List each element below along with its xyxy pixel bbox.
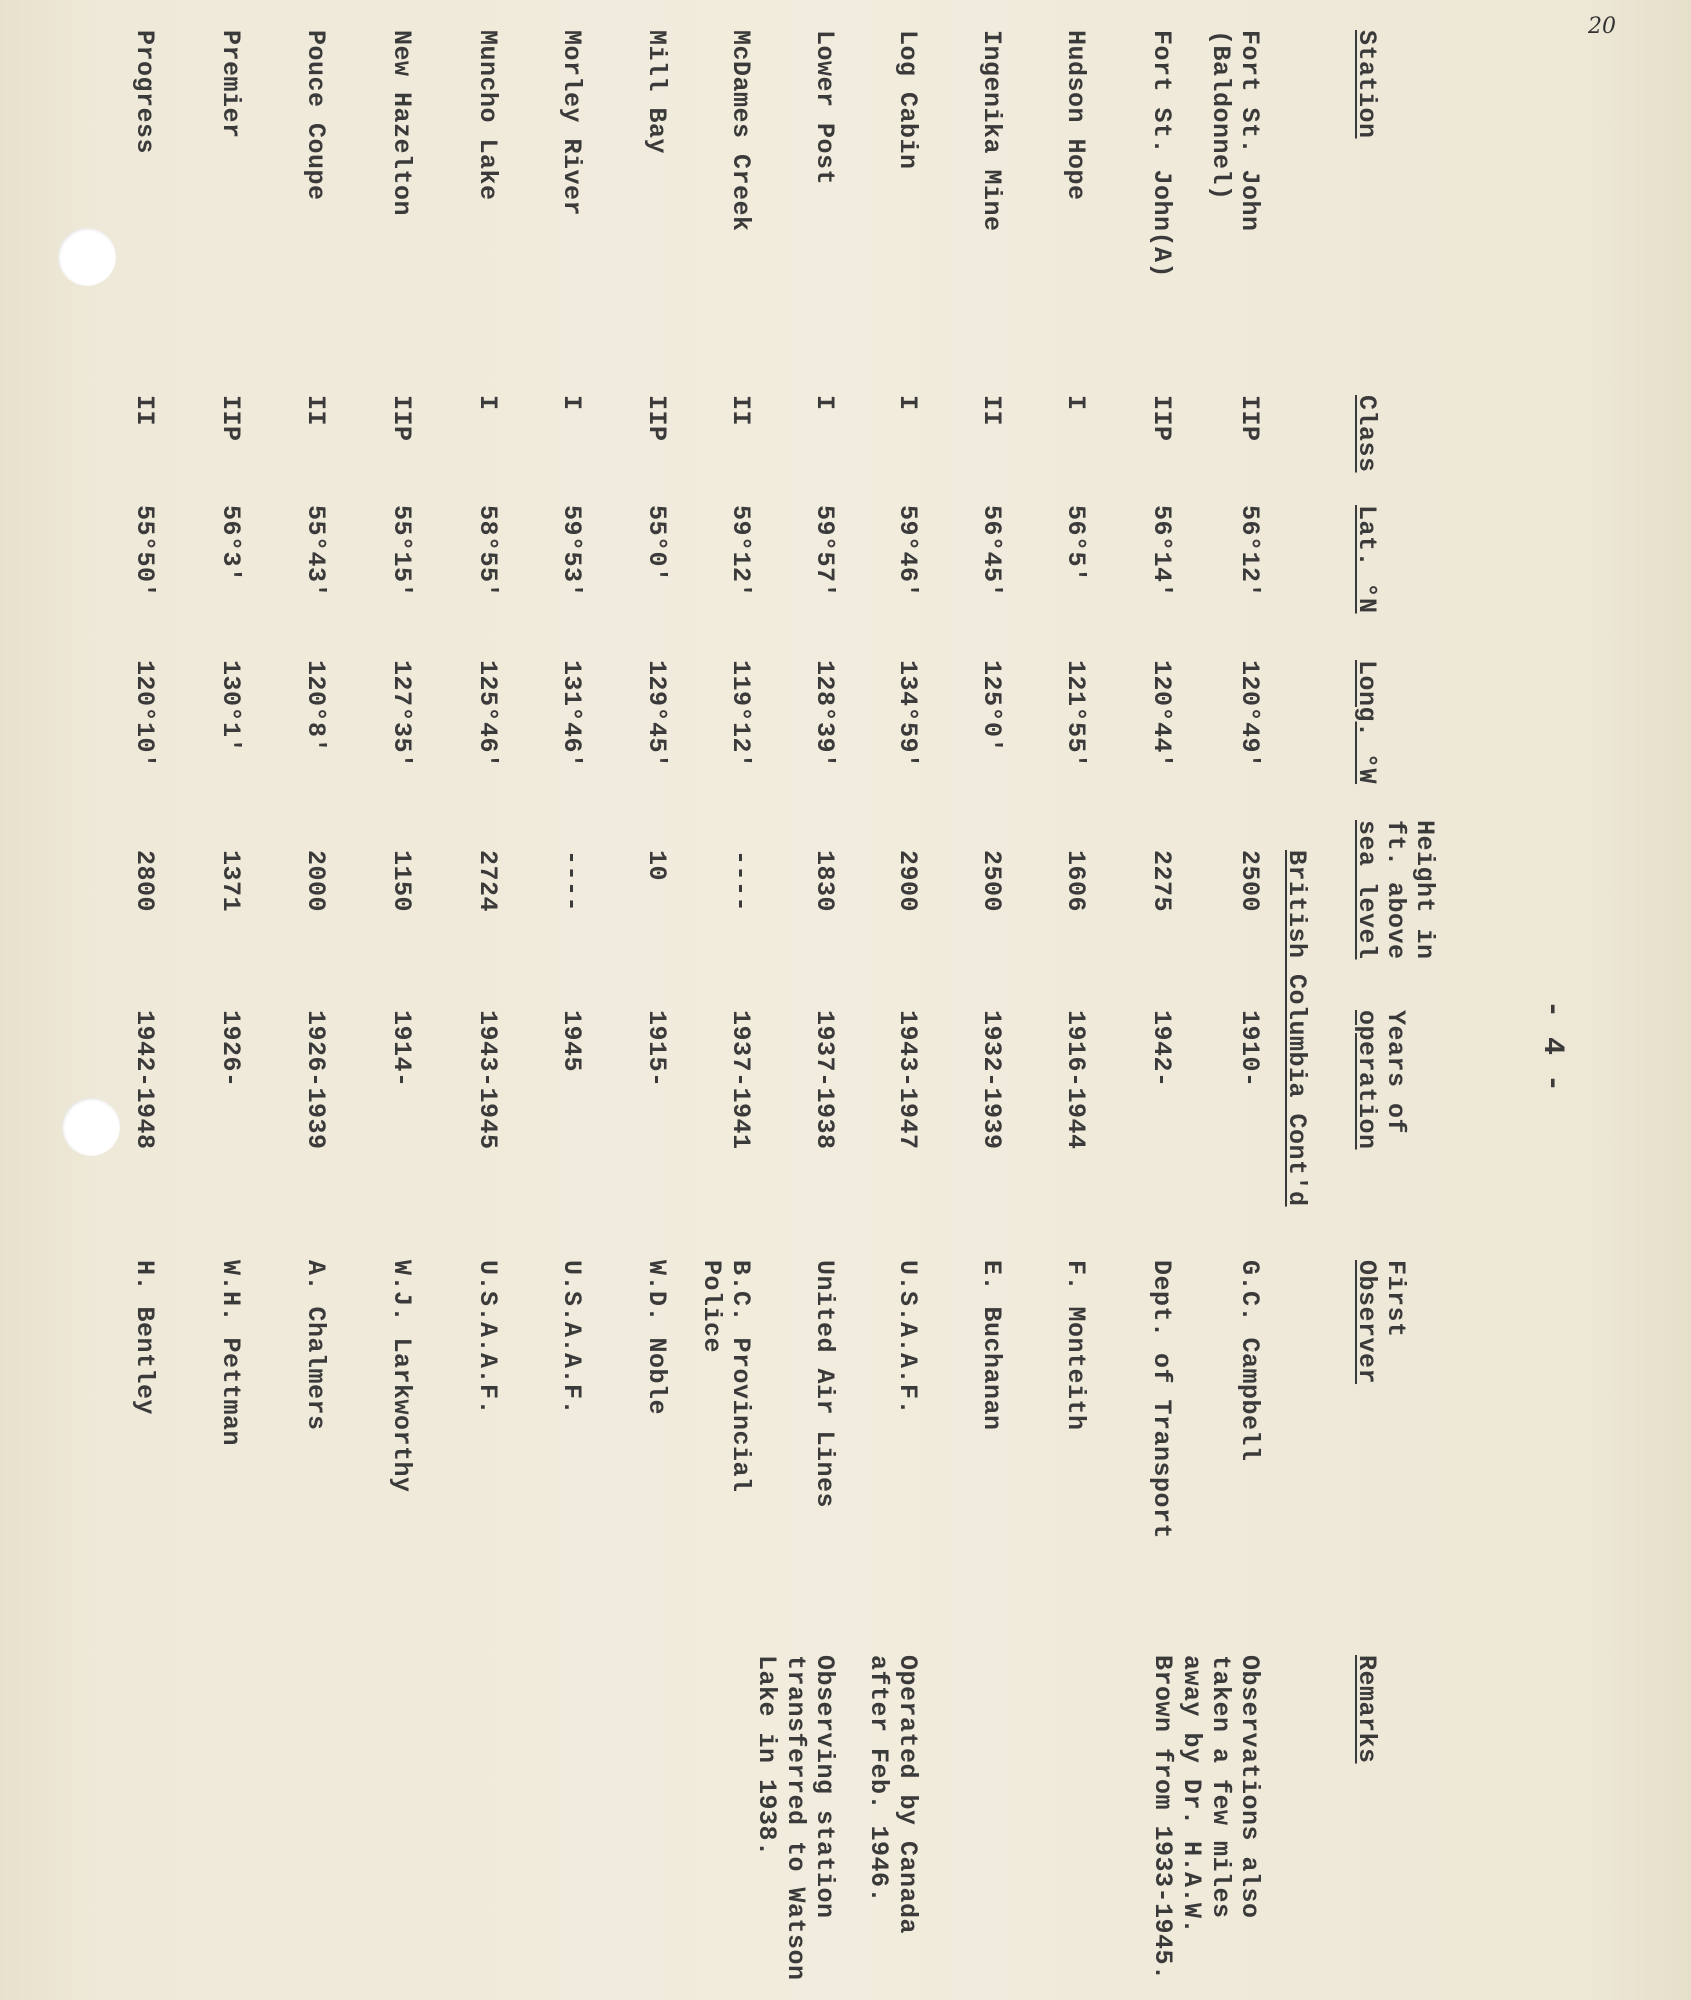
header-station: Station bbox=[1352, 30, 1381, 139]
cell-observer: E. Buchanan bbox=[977, 1260, 1006, 1431]
cell-station: Lower Post bbox=[810, 30, 839, 186]
cell-station: McDames Creek bbox=[726, 30, 755, 232]
cell-station: Hudson Hope bbox=[1061, 30, 1090, 201]
cell-class: I bbox=[473, 395, 502, 411]
cell-class: I bbox=[810, 395, 839, 411]
cell-observer: United Air Lines bbox=[810, 1260, 839, 1509]
cell-height: 2275 bbox=[1147, 850, 1176, 913]
cell-lat: 59°46' bbox=[893, 505, 922, 599]
cell-lat: 56°3' bbox=[216, 505, 245, 583]
cell-class: II bbox=[726, 395, 755, 427]
cell-years: 1926- bbox=[216, 1010, 245, 1088]
cell-observer: B.C. Provincial bbox=[726, 1260, 755, 1493]
cell-years: 1932-1939 bbox=[977, 1010, 1006, 1150]
cell-height: 2500 bbox=[1235, 850, 1264, 913]
cell-height: 1606 bbox=[1061, 850, 1090, 913]
cell-long: 129°45' bbox=[642, 660, 671, 769]
cell-class: IIP bbox=[1235, 395, 1264, 442]
cell-remarks: Observations also bbox=[1235, 1655, 1264, 1919]
cell-years: 1943-1947 bbox=[893, 1010, 922, 1150]
cell-station: Ingenika Mine bbox=[977, 30, 1006, 232]
header-years-1: Years of bbox=[1381, 1010, 1410, 1135]
cell-class: II bbox=[301, 395, 330, 427]
cell-lat: 56°45' bbox=[977, 505, 1006, 599]
cell-observer: U.S.A.A.F. bbox=[557, 1260, 586, 1416]
cell-observer: Police bbox=[697, 1260, 726, 1354]
cell-height: 2724 bbox=[473, 850, 502, 913]
cell-observer: G.C. Campbell bbox=[1235, 1260, 1264, 1462]
header-remarks: Remarks bbox=[1352, 1655, 1381, 1764]
cell-station: New Hazelton bbox=[387, 30, 416, 217]
cell-observer: F. Monteith bbox=[1061, 1260, 1090, 1431]
cell-height: ---- bbox=[557, 850, 586, 913]
cell-lat: 55°0' bbox=[642, 505, 671, 583]
cell-long: 134°59' bbox=[893, 660, 922, 769]
header-years-2: operation bbox=[1352, 1010, 1381, 1150]
cell-observer: H. Bentley bbox=[130, 1260, 159, 1416]
cell-remarks: away by Dr. H.A.W. bbox=[1177, 1655, 1206, 1935]
cell-remarks: taken a few miles bbox=[1206, 1655, 1235, 1919]
cell-long: 120°10' bbox=[130, 660, 159, 769]
cell-lat: 55°43' bbox=[301, 505, 330, 599]
cell-remarks: Observing station bbox=[810, 1655, 839, 1919]
cell-lat: 56°12' bbox=[1235, 505, 1264, 599]
cell-observer: U.S.A.A.F. bbox=[473, 1260, 502, 1416]
cell-remarks: transferred to Watson bbox=[781, 1655, 810, 1981]
cell-lat: 59°53' bbox=[557, 505, 586, 599]
cell-class: IIP bbox=[387, 395, 416, 442]
cell-long: 125°46' bbox=[473, 660, 502, 769]
cell-height: 1150 bbox=[387, 850, 416, 913]
cell-long: 125°0' bbox=[977, 660, 1006, 754]
cell-long: 127°35' bbox=[387, 660, 416, 769]
cell-observer: U.S.A.A.F. bbox=[893, 1260, 922, 1416]
cell-observer: W.H. Pettman bbox=[216, 1260, 245, 1447]
cell-class: II bbox=[977, 395, 1006, 427]
cell-long: 119°12' bbox=[726, 660, 755, 769]
cell-height: 2800 bbox=[130, 850, 159, 913]
cell-class: IIP bbox=[216, 395, 245, 442]
cell-years: 1942- bbox=[1147, 1010, 1176, 1088]
header-observer-2: Observer bbox=[1352, 1260, 1381, 1385]
cell-station: (Baldonnel) bbox=[1206, 30, 1235, 201]
cell-remarks: Operated by Canada bbox=[893, 1655, 922, 1935]
cell-years: 1945 bbox=[557, 1010, 586, 1073]
cell-station: Pouce Coupe bbox=[301, 30, 330, 201]
cell-class: IIP bbox=[642, 395, 671, 442]
cell-years: 1937-1941 bbox=[726, 1010, 755, 1150]
cell-years: 1942-1948 bbox=[130, 1010, 159, 1150]
cell-years: 1937-1938 bbox=[810, 1010, 839, 1150]
cell-height: 2500 bbox=[977, 850, 1006, 913]
cell-years: 1910- bbox=[1235, 1010, 1264, 1088]
header-height-2: ft. above bbox=[1381, 820, 1410, 960]
page-number: - 4 - bbox=[1535, 1000, 1569, 1093]
cell-lat: 55°50' bbox=[130, 505, 159, 599]
cell-long: 131°46' bbox=[557, 660, 586, 769]
cell-height: 10 bbox=[642, 850, 671, 882]
cell-long: 128°39' bbox=[810, 660, 839, 769]
header-height-1: Height in bbox=[1410, 820, 1439, 960]
cell-observer: Dept. of Transport bbox=[1147, 1260, 1176, 1540]
cell-lat: 59°12' bbox=[726, 505, 755, 599]
header-lat: Lat. °N bbox=[1352, 505, 1381, 614]
cell-lat: 59°57' bbox=[810, 505, 839, 599]
cell-years: 1916-1944 bbox=[1061, 1010, 1090, 1150]
cell-remarks: after Feb. 1946. bbox=[864, 1655, 893, 1904]
cell-class: IIP bbox=[1147, 395, 1176, 442]
cell-station: Progress bbox=[130, 30, 159, 155]
cell-height: 1830 bbox=[810, 850, 839, 913]
cell-observer: A. Chalmers bbox=[301, 1260, 330, 1431]
handwritten-page-number: 20 bbox=[1588, 14, 1616, 39]
cell-years: 1915- bbox=[642, 1010, 671, 1088]
cell-station: Mill Bay bbox=[642, 30, 671, 155]
cell-class: I bbox=[557, 395, 586, 411]
cell-station: Fort St. John bbox=[1235, 30, 1264, 232]
header-class: Class bbox=[1352, 395, 1381, 473]
cell-long: 120°8' bbox=[301, 660, 330, 754]
cell-lat: 56°14' bbox=[1147, 505, 1176, 599]
cell-height: 1371 bbox=[216, 850, 245, 913]
cell-station: Morley River bbox=[557, 30, 586, 217]
cell-years: 1914- bbox=[387, 1010, 416, 1088]
cell-observer: W.D. Noble bbox=[642, 1260, 671, 1416]
cell-long: 120°44' bbox=[1147, 660, 1176, 769]
cell-observer: W.J. Larkworthy bbox=[387, 1260, 416, 1493]
cell-height: 2000 bbox=[301, 850, 330, 913]
cell-lat: 58°55' bbox=[473, 505, 502, 599]
header-long: Long. °W bbox=[1352, 660, 1381, 785]
cell-lat: 55°15' bbox=[387, 505, 416, 599]
cell-lat: 56°5' bbox=[1061, 505, 1090, 583]
cell-years: 1943-1945 bbox=[473, 1010, 502, 1150]
cell-height: 2900 bbox=[893, 850, 922, 913]
cell-years: 1926-1939 bbox=[301, 1010, 330, 1150]
cell-remarks: Lake in 1938. bbox=[752, 1655, 781, 1857]
cell-class: I bbox=[893, 395, 922, 411]
cell-station: Muncho Lake bbox=[473, 30, 502, 201]
cell-remarks: Brown from 1933-1945. bbox=[1148, 1655, 1177, 1981]
section-title: British Columbia Cont'd bbox=[1282, 850, 1311, 1207]
cell-long: 120°49' bbox=[1235, 660, 1264, 769]
cell-long: 121°55' bbox=[1061, 660, 1090, 769]
cell-station: Fort St. John(A) bbox=[1147, 30, 1176, 279]
cell-station: Log Cabin bbox=[893, 30, 922, 170]
cell-long: 130°1' bbox=[216, 660, 245, 754]
cell-height: ---- bbox=[726, 850, 755, 913]
header-height-3: sea level bbox=[1352, 820, 1381, 960]
header-observer-1: First bbox=[1381, 1260, 1410, 1338]
cell-class: II bbox=[130, 395, 159, 427]
cell-class: I bbox=[1061, 395, 1090, 411]
cell-station: Premier bbox=[216, 30, 245, 139]
